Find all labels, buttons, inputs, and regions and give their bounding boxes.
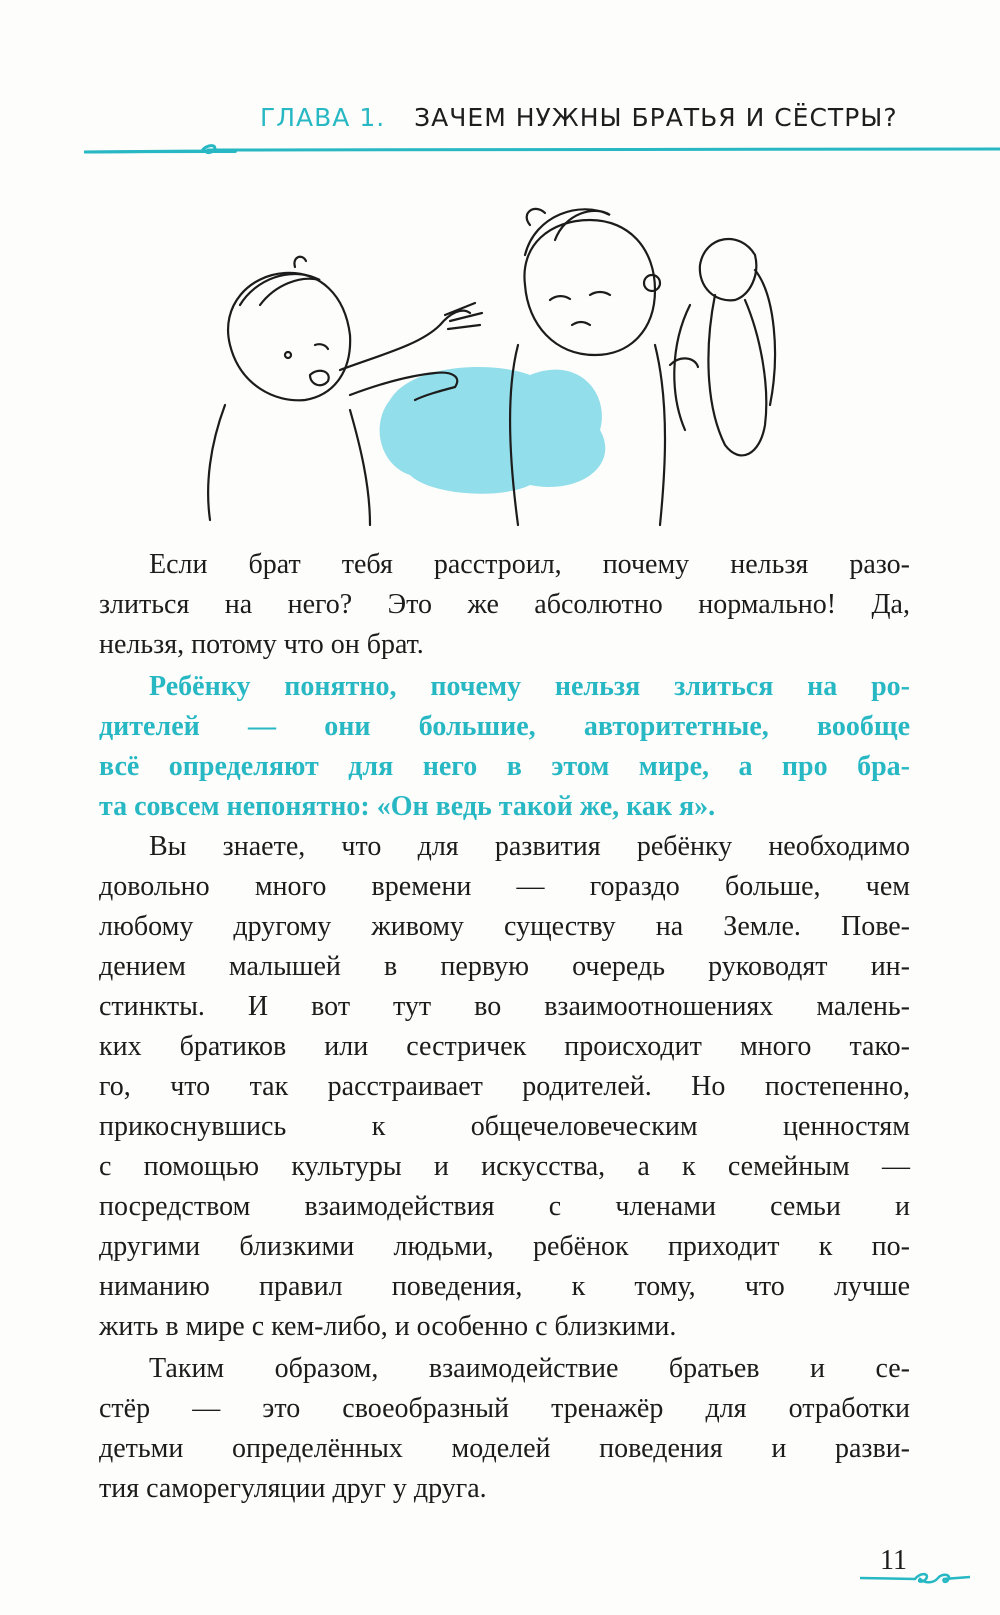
paragraph-1 [99,545,910,665]
text-line: посредством взаимодействия с членами семьи и [99,1191,910,1222]
text-line: тия саморегуляции друг у друга. [99,1473,487,1504]
text-line: детьми определённых моделей поведения и разви- [99,1433,910,1464]
text-line: ких братиков или сестричек происходит много тако- [99,1031,910,1062]
text-line: любому другому живому существу на Земле. Пове- [99,911,910,942]
running-head [260,103,910,132]
page-number-swash-icon [860,1570,970,1592]
text-line: стинкты. И вот тут во взаимоотношениях малень- [99,991,910,1022]
text-line: нельзя, потому что он брат. [99,629,424,660]
paragraph-4 [99,1349,910,1509]
text-line: Если брат тебя расстроил, почему нельзя разо- [149,549,910,580]
chapter-label: ГЛАВА 1. [260,103,386,132]
text-line: дителей — они большие, авторитетные, вообще [99,711,910,742]
text-line: злиться на него? Это же абсолютно нормально! Да, [99,589,910,620]
text-line: ниманию правил поведения, к тому, что лучше [99,1271,910,1302]
text-line: довольно много времени — гораздо больше, чем [99,871,910,902]
text-line: всё определяют для него в этом мире, а про бра- [99,751,910,782]
text-line: Вы знаете, что для развития ребёнку необходимо [149,831,910,862]
text-line: дением малышей в первую очередь руководят ин- [99,951,910,982]
body-text [99,545,910,1509]
text-line: жить в мире с кем-либо, и особенно с близкими. [99,1311,677,1342]
text-line: стёр — это своеобразный тренажёр для отработки [99,1393,910,1424]
header-rule-swash-icon [84,140,1000,160]
chapter-title: ЗАЧЕМ НУЖНЫ БРАТЬЯ И СЁСТРЫ? [414,103,898,132]
text-line: Таким образом, взаимодействие братьев и се- [149,1353,910,1384]
text-line: другими близкими людьми, ребёнок приходит к по- [99,1231,910,1262]
page-number: 11 [880,1545,907,1576]
text-line: с помощью культуры и искусства, а к семейным — [99,1151,910,1182]
text-line: прикоснувшись к общечеловеческим ценностям [99,1111,910,1142]
text-line: го, что так расстраивает родителей. Но постепенно, [99,1071,910,1102]
children-quarrel-illustration [200,195,800,535]
text-line: та совсем непонятно: «Он ведь такой же, как я». [99,791,716,822]
text-line: Ребёнку понятно, почему нельзя злиться на ро- [149,671,910,702]
paragraph-3 [99,827,910,1347]
highlighted-paragraph [99,667,910,827]
